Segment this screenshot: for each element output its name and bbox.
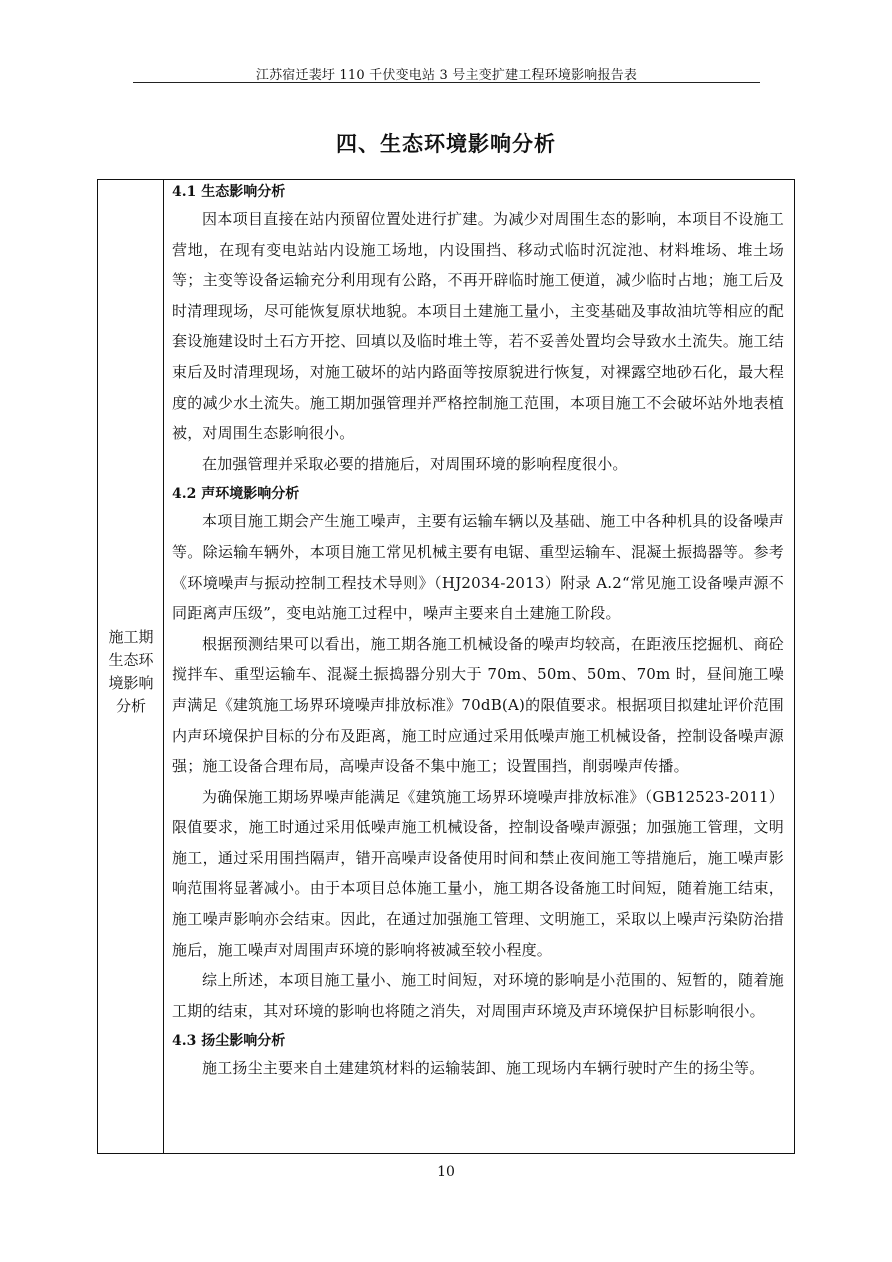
paragraph: 根据预测结果可以看出，施工期各施工机械设备的噪声均较高，在距液压挖掘机、商砼搅拌车、重型运输车、混凝土振捣器分别大于 70m、50m、50m、70m 时，昼间施工噪声满足《建筑施工场界环境噪声排放标准》70dB(A)的限值要求。根据项目拟建址评价范围内声环境保护目标的分布及距离，施工时应通过采用低噪声施工机械设备，控制设备噪声源强；施工设备合理布局，高噪声设备不集中施工；设置围挡，削弱噪声传播。	[172, 634, 784, 776]
table-left-column	[98, 180, 164, 1153]
section-heading-dust: 4.3 扬尘影响分析	[172, 1033, 286, 1050]
page-title: 四、生态环境影响分析	[336, 132, 556, 156]
paragraph: 施工扬尘主要来自土建建筑材料的运输装卸、施工现场内车辆行驶时产生的扬尘等。	[202, 1059, 765, 1078]
analysis-table	[97, 179, 795, 1154]
paragraph: 为确保施工期场界噪声能满足《建筑施工场界环境噪声排放标准》（GB12523-2011）限值要求，施工时通过采用低噪声施工机械设备，控制设备噪声源强；加强施工管理，文明施工，通过采用围挡隔声，错开高噪声设备使用时间和禁止夜间施工等措施后，施工噪声影响范围将显著减小。由于本项目总体施工量小，施工期各设备施工时间短，随着施工结束，施工噪声影响亦会结束。因此，在通过加强施工管理、文明施工，采取以上噪声污染防治措施后，施工噪声对周围声环境的影响将被减至较小程度。	[172, 787, 784, 959]
paragraph: 本项目施工期会产生施工噪声，主要有运输车辆以及基础、施工中各种机具的设备噪声等。除运输车辆外，本项目施工常见机械主要有电锯、重型运输车、混凝土振捣器等。参考《环境噪声与振动控制工程技术导则》（HJ2034-2013）附录 A.2“常见施工设备噪声源不同距离声压级”，变电站施工过程中，噪声主要来自土建施工阶段。	[172, 512, 784, 623]
section-heading-noise: 4.2 声环境影响分析	[172, 486, 300, 503]
paragraph: 因本项目直接在站内预留位置处进行扩建。为减少对周围生态的影响，本项目不设施工营地，在现有变电站站内设施工场地，内设围挡、移动式临时沉淀池、材料堆场、堆土场等；主变等设备运输充分利用现有公路，不再开辟临时施工便道，减少临时占地；施工后及时清理现场，尽可能恢复原状地貌。本项目土建施工量小，主变基础及事故油坑等相应的配套设施建设时土石方开挖、回填以及临时堆土等，若不妥善处置均会导致水土流失。施工结束后及时清理现场，对施工破坏的站内路面等按原貌进行恢复，对裸露空地砂石化，最大程度的减少水土流失。施工期加强管理并严格控制施工范围，本项目施工不会破坏站外地表植被，对周围生态影响很小。	[172, 210, 784, 443]
header-divider	[133, 82, 760, 83]
section-heading-ecology: 4.1 生态影响分析	[172, 184, 286, 200]
table-content-cell	[164, 180, 794, 1153]
paragraph: 综上所述，本项目施工量小、施工时间短，对环境的影响是小范围的、短暂的，随着施工期的结束，其对环境的影响也将随之消失，对周围声环境及声环境保护目标影响很小。	[172, 971, 784, 1020]
row-label: 施工期生态环境影响分析	[108, 628, 154, 715]
paragraph: 在加强管理并采取必要的措施后，对周围环境的影响程度很小。	[202, 454, 628, 473]
document-header-title: 江苏宿迁裴圩 110 千伏变电站 3 号主变扩建工程环境影响报告表	[255, 68, 638, 83]
page-number: 10	[437, 1164, 455, 1180]
